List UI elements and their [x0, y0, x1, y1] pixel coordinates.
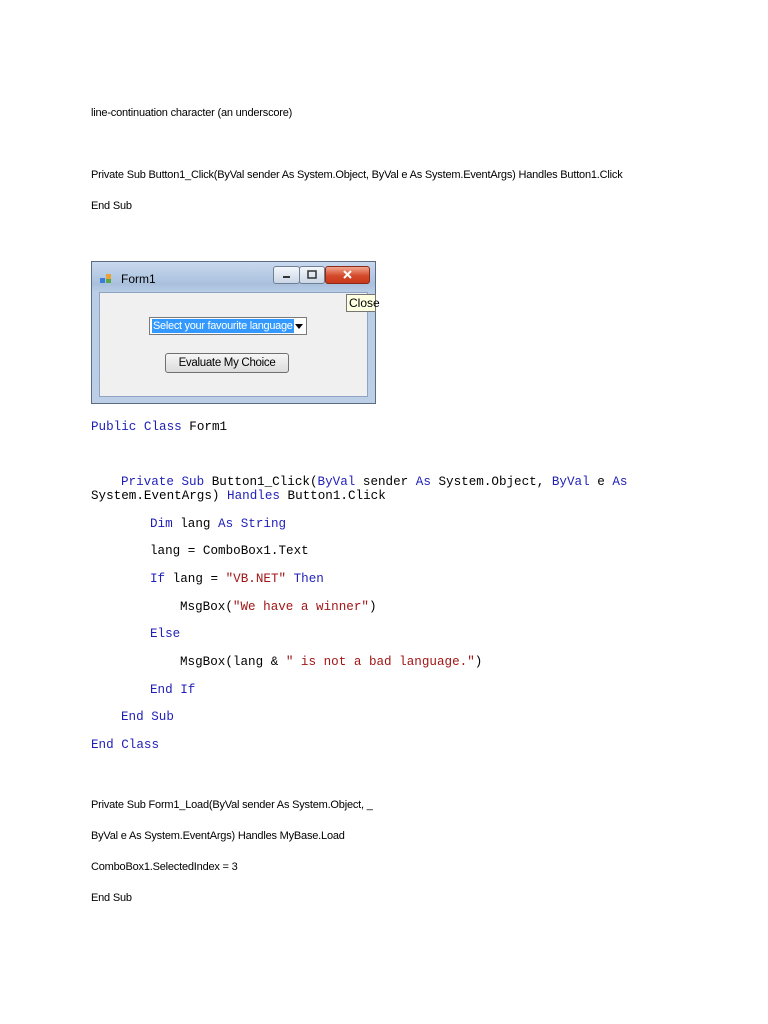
code-line-public-class: Public Class Form1	[91, 420, 228, 434]
combo-selected-text: Select your favourite language	[153, 320, 293, 332]
dropdown-arrow-icon[interactable]	[295, 324, 303, 329]
prose-form-load-cont: ByVal e As System.EventArgs) Handles MyBase.Load	[91, 830, 345, 842]
close-icon	[326, 267, 369, 283]
close-button[interactable]	[325, 266, 370, 284]
code-line-private-sub: Private Sub Button1_Click(ByVal sender As System.Object, ByVal e As	[121, 475, 628, 489]
code-line-msgbox-winner: MsgBox("We have a winner")	[180, 600, 377, 614]
code-line-msgbox-lang: MsgBox(lang & " is not a bad language.")	[180, 655, 483, 669]
minimize-icon	[274, 267, 299, 283]
prose-end-sub: End Sub	[91, 200, 132, 212]
form-client-area	[99, 292, 368, 397]
close-tooltip: Close	[346, 294, 376, 312]
code-line-else: Else	[150, 627, 181, 641]
evaluate-choice-button[interactable]: Evaluate My Choice	[165, 353, 289, 373]
code-line-if: If lang = "VB.NET" Then	[150, 572, 324, 586]
code-line-eventargs: System.EventArgs) Handles Button1.Click	[91, 489, 386, 503]
prose-intro: line-continuation character (an underscore)	[91, 107, 293, 119]
code-line-end-if: End If	[150, 683, 196, 697]
code-line-dim: Dim lang As String	[150, 517, 287, 531]
prose-signature: Private Sub Button1_Click(ByVal sender As System.Object, ByVal e As System.EventArgs) Handles Button1.Click	[91, 169, 623, 181]
form-app-icon	[100, 274, 112, 284]
maximize-icon	[300, 267, 324, 283]
form1-window	[91, 261, 376, 404]
prose-selected-index: ComboBox1.SelectedIndex = 3	[91, 861, 238, 873]
language-combobox[interactable]	[149, 317, 307, 335]
prose-end-sub-2: End Sub	[91, 892, 132, 904]
maximize-button[interactable]	[299, 266, 325, 284]
form-title: Form1	[121, 272, 156, 286]
minimize-button[interactable]	[273, 266, 300, 284]
code-line-assign: lang = ComboBox1.Text	[150, 544, 309, 558]
code-line-end-class: End Class	[91, 738, 160, 752]
code-line-end-sub: End Sub	[121, 710, 174, 724]
prose-form-load: Private Sub Form1_Load(ByVal sender As System.Object, _	[91, 799, 373, 811]
